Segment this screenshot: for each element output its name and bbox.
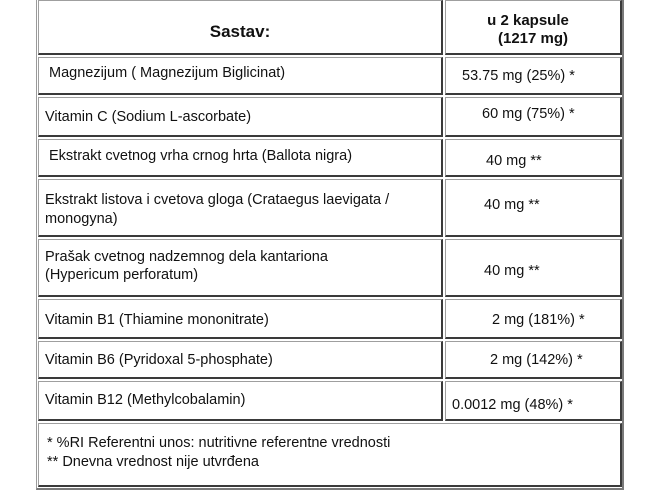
ingredient-cell [38, 381, 443, 421]
footnotes-cell [38, 423, 622, 487]
ingredient-cell [38, 179, 443, 237]
ingredient-amount: 2 mg (181%) * [492, 312, 585, 328]
amount-cell [445, 239, 622, 297]
amount-cell [445, 299, 622, 339]
ingredient-cell [38, 299, 443, 339]
ingredient-name: Vitamin B6 (Pyridoxal 5-phosphate) [45, 352, 273, 368]
amount-cell [445, 57, 622, 95]
footnote-daily-value: ** Dnevna vrednost nije utvrđena [47, 454, 259, 470]
header-amount-line2: (1217 mg) [497, 30, 569, 47]
ingredient-name-line1: Ekstrakt listova i cvetova gloga (Crataegus laevigata / [45, 192, 390, 208]
ingredient-cell [38, 97, 443, 137]
header-ingredient-label: Sastav: [209, 22, 271, 41]
ingredient-name: Vitamin B1 (Thiamine mononitrate) [45, 312, 269, 328]
header-ingredient-cell [38, 0, 443, 55]
ingredient-name: Vitamin B12 (Methylcobalamin) [45, 392, 246, 408]
ingredient-amount: 2 mg (142%) * [490, 352, 583, 368]
ingredient-name-line2: monogyna) [45, 211, 118, 227]
ingredient-amount: 40 mg ** [486, 153, 542, 169]
amount-cell [445, 341, 622, 379]
ingredient-name-line1: Prašak cvetnog nadzemnog dela kantariona [45, 249, 328, 265]
ingredient-cell [38, 239, 443, 297]
ingredient-name: Magnezijum ( Magnezijum Biglicinat) [49, 65, 286, 81]
amount-cell [445, 139, 622, 177]
header-amount-cell [445, 0, 622, 55]
ingredient-name: Ekstrakt cvetnog vrha crnog hrta (Ballota nigra) [49, 148, 353, 164]
ingredient-cell [38, 341, 443, 379]
ingredient-amount: 53.75 mg (25%) * [462, 68, 575, 84]
ingredient-amount: 0.0012 mg (48%) * [452, 397, 573, 413]
ingredient-cell [38, 57, 443, 95]
amount-cell [445, 381, 622, 421]
ingredient-amount: 40 mg ** [484, 263, 540, 279]
ingredient-amount: 40 mg ** [484, 197, 540, 213]
ingredient-cell [38, 139, 443, 177]
ingredient-name-line2: (Hypericum perforatum) [45, 267, 199, 283]
ingredient-amount: 60 mg (75%) * [482, 106, 575, 122]
amount-cell [445, 179, 622, 237]
footnote-ri: * %RI Referentni unos: nutritivne referentne vrednosti [47, 435, 391, 451]
amount-cell [445, 97, 622, 137]
header-amount-line1: u 2 kapsule [487, 12, 569, 29]
ingredient-name: Vitamin C (Sodium L-ascorbate) [45, 109, 252, 125]
